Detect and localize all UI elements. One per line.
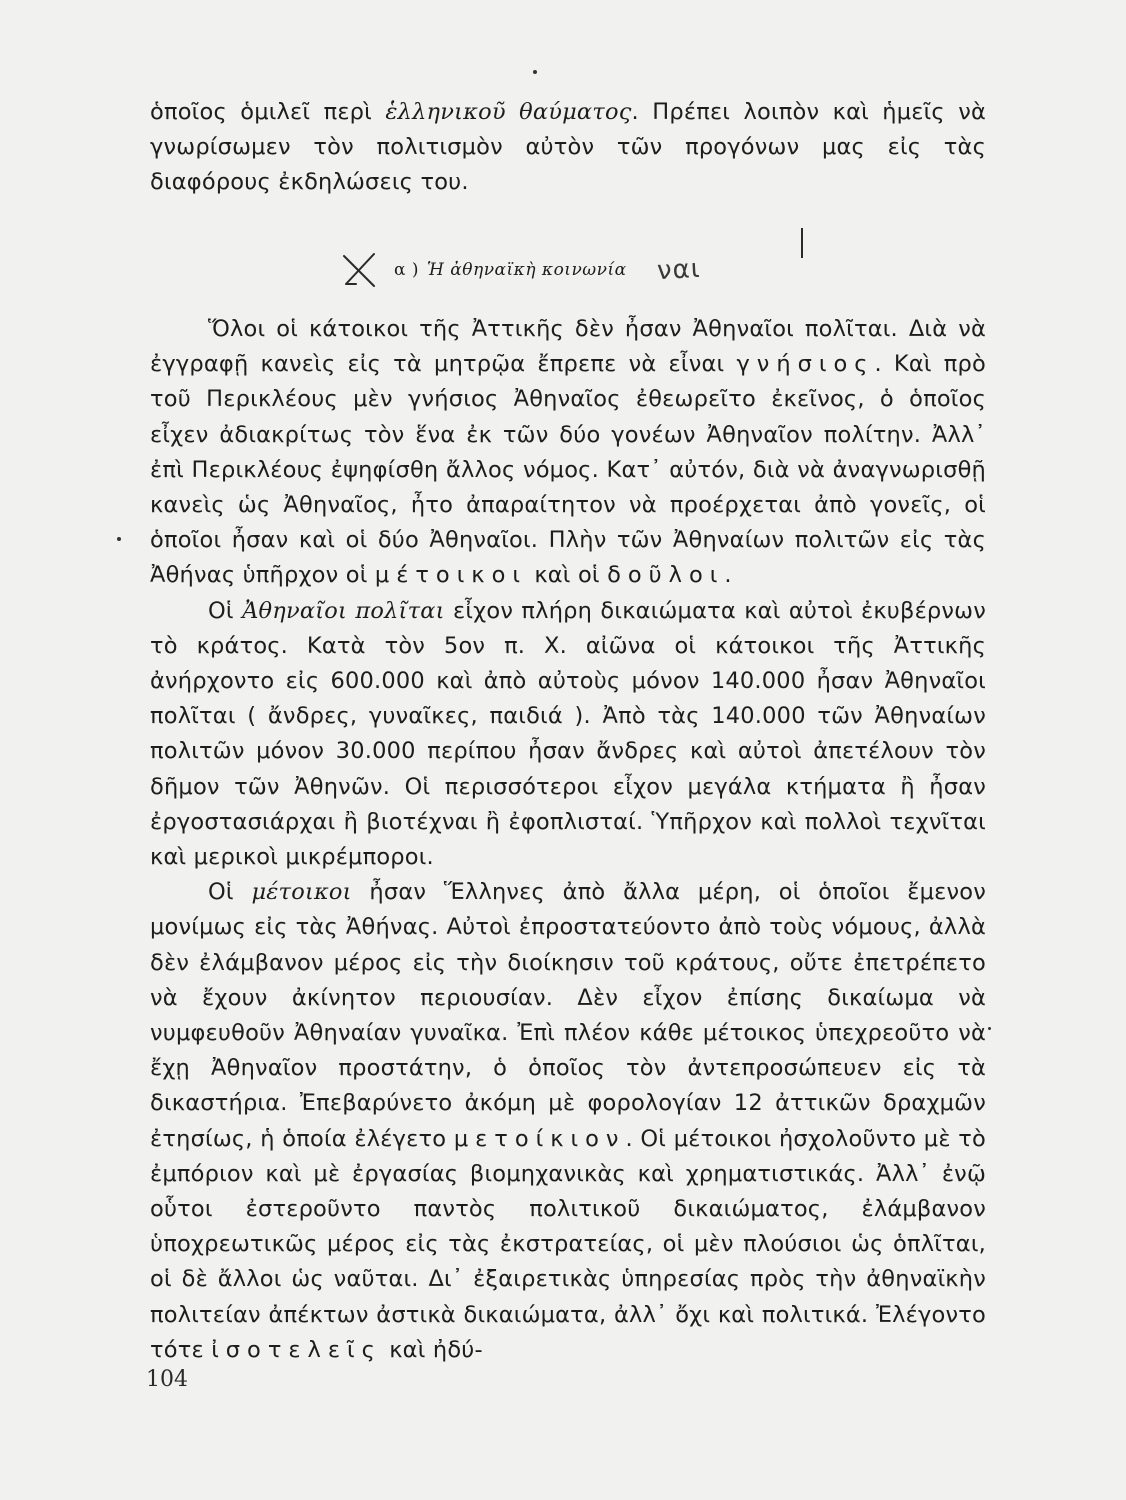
- p3-text-b: . Οἱ μέτοικοι ἠσχολοῦντο μὲ τὸ ἐμπόριον καὶ μὲ ἐργασίας βιομηχανικὰς καὶ χρηματιστικάς. Ἀλλ᾽ ἐνῷ οὗτοι ἐστεροῦντο παντὸς πολιτικοῦ δικαιώματος, ἐλάμβανον ὑποχρεωτικῶς μέρος εἰς τὰς ἐκστρατείας, οἱ μὲν πλούσιοι ὡς ὁπλῖται, οἱ δὲ ἄλλοι ὡς ναῦται. Δι᾽ ἐξαιρετικὰς ὑπηρεσίας πρὸς τὴν ἀθηναϊκὴν πολιτείαν ἀπέκτων ἀστικὰ δικαιώματα, ἀλλ᾽ ὄχι καὶ πολιτικά. Ἐλέγοντο τότε: [150, 1125, 986, 1363]
- heading-title: Ἡ ἀθηναϊκὴ κοινωνία: [427, 260, 627, 280]
- intro-paragraph: [150, 95, 986, 201]
- p1-text-d: .: [724, 562, 732, 589]
- p3-spaced-isoteleis: ἰσοτελεῖς: [211, 1336, 382, 1363]
- dust-speck: [988, 1027, 991, 1030]
- paragraph-metics: [150, 875, 986, 1368]
- main-text: [150, 312, 986, 1368]
- dust-speck: [117, 537, 121, 541]
- paragraph-athenian-citizens: [150, 594, 986, 876]
- page-number: 104: [146, 1367, 188, 1392]
- p3-spaced-metoikion: μετοίκιον: [453, 1125, 626, 1152]
- p2-text: εἶχον πλήρη δικαιώματα καὶ αὐτοὶ ἐκυβέρνων τὸ κράτος. Κατὰ τὸν 5ον π. Χ. αἰῶνα οἱ κάτοικοι τῆς Ἀττικῆς ἀνήρχοντο εἰς 600.000 καὶ ἀπὸ αὐτοὺς μόνον 140.000 ἦσαν Ἀθηναῖοι πολῖται ( ἄνδρες, γυναῖκες, παιδιά ). Ἀπὸ τὰς 140.000 τῶν Ἀθηναίων πολιτῶν μόνον 30.000 περίπου ἦσαν ἄνδρες καὶ αὐτοὶ ἀπετέλουν τὸν δῆμον τῶν Ἀθηνῶν. Οἱ περισσότεροι εἶχον μεγάλα κτήματα ἢ ἦσαν ἐργοστασιάρχαι ἢ βιοτέχναι ἢ ἐφοπλισταί. Ὑπῆρχον καὶ πολλοὶ τεχνῖται καὶ μερικοὶ μικρέμποροι.: [150, 597, 986, 871]
- p2-lead: Οἱ: [208, 597, 234, 624]
- heading-label: α ): [394, 260, 420, 280]
- p1-text-b: . Καὶ πρὸ τοῦ Περικλέους μὲν γνήσιος Ἀθηναῖος ἐθεωρεῖτο ἐκεῖνος, ὁ ὁποῖος εἶχεν ἀδιακρίτως τὸν ἕνα ἐκ τῶν δύο γονέων Ἀθηναῖον πολίτην. Ἀλλ᾽ ἐπὶ Περικλέους ἐψηφίσθη ἄλλος νόμος. Κατ᾽ αὐτόν, διὰ νὰ ἀναγνωρισθῇ κανεὶς ὡς Ἀθηναῖος, ἦτο ἀπαραίτητον νὰ προέρχεται ἀπὸ γονεῖς, οἱ ὁποῖοι ἦσαν καὶ οἱ δύο Ἀθηναῖοι. Πλὴν τῶν Ἀθηναίων πολιτῶν εἰς τὰς Ἀθήνας ὑπῆρχον οἱ: [150, 351, 987, 589]
- p1-text-a: Ὅλοι οἱ κάτοικοι τῆς Ἀττικῆς δὲν ἦσαν Ἀθηναῖοι πολῖται. Διὰ νὰ ἐγγραφῇ κανεὶς εἰς τὰ μητρῷα ἔπρεπε νὰ εἶναι: [150, 316, 986, 378]
- intro-lead: ὁποῖος ὁμιλεῖ περὶ: [150, 99, 372, 125]
- handwritten-note: ναι: [655, 253, 701, 287]
- pencil-tick-icon: [800, 228, 804, 258]
- p1-spaced-gnisios: γνήσιος: [736, 351, 875, 378]
- section-heading: [340, 250, 700, 290]
- p1-spaced-metoikoi: μέτοικοι: [374, 562, 527, 589]
- intro-tail: . Πρέπει λοιπὸν καὶ ἡμεῖς νὰ γνωρίσωμεν τὸν πολιτισμὸν αὐτὸν τῶν προγόνων μας εἰς τὰς διαφόρους ἐκδηλώσεις του.: [150, 99, 987, 196]
- dust-speck: [533, 70, 537, 74]
- p3-text-c: καὶ ἠδύ-: [389, 1336, 483, 1363]
- p1-text-c: καὶ οἱ: [534, 562, 600, 589]
- p1-spaced-douloi: δοῦλοι: [607, 562, 725, 589]
- p2-italic-phrase: Ἀθηναῖοι πολῖται: [242, 597, 445, 624]
- intro-italic-phrase: ἑλληνικοῦ θαύματος: [385, 99, 632, 125]
- p3-text-a: ἦσαν Ἕλληνες ἀπὸ ἄλλα μέρη, οἱ ὁποῖοι ἔμενον μονίμως εἰς τὰς Ἀθήνας. Αὐτοὶ ἐπροστατεύοντο ἀπὸ τοὺς νόμους, ἀλλὰ δὲν ἐλάμβανον μέρος εἰς τὴν διοίκησιν τοῦ κράτους, οὔτε ἐπετρέπετο νὰ ἔχουν ἀκίνητον περιουσίαν. Δὲν εἶχον ἐπίσης δικαίωμα νὰ νυμφευθοῦν Ἀθηναίαν γυναῖκα. Ἐπὶ πλέον κάθε μέτοικος ὑπεχρεοῦτο νὰ ἔχῃ Ἀθηναῖον προστάτην, ὁ ὁποῖος τὸν ἀντεπροσώπευεν εἰς τὰ δικαστήρια. Ἐπεβαρύνετο ἀκόμη μὲ φορολογίαν 12 ἀττικῶν δραχμῶν ἐτησίως, ἡ ὁποία ἐλέγετο: [150, 879, 986, 1152]
- paragraph-citizens-definition: [150, 312, 986, 594]
- p3-lead: Οἱ: [208, 879, 234, 906]
- p3-italic-phrase: μέτοικοι: [251, 879, 352, 906]
- handwritten-x-icon: [340, 250, 380, 290]
